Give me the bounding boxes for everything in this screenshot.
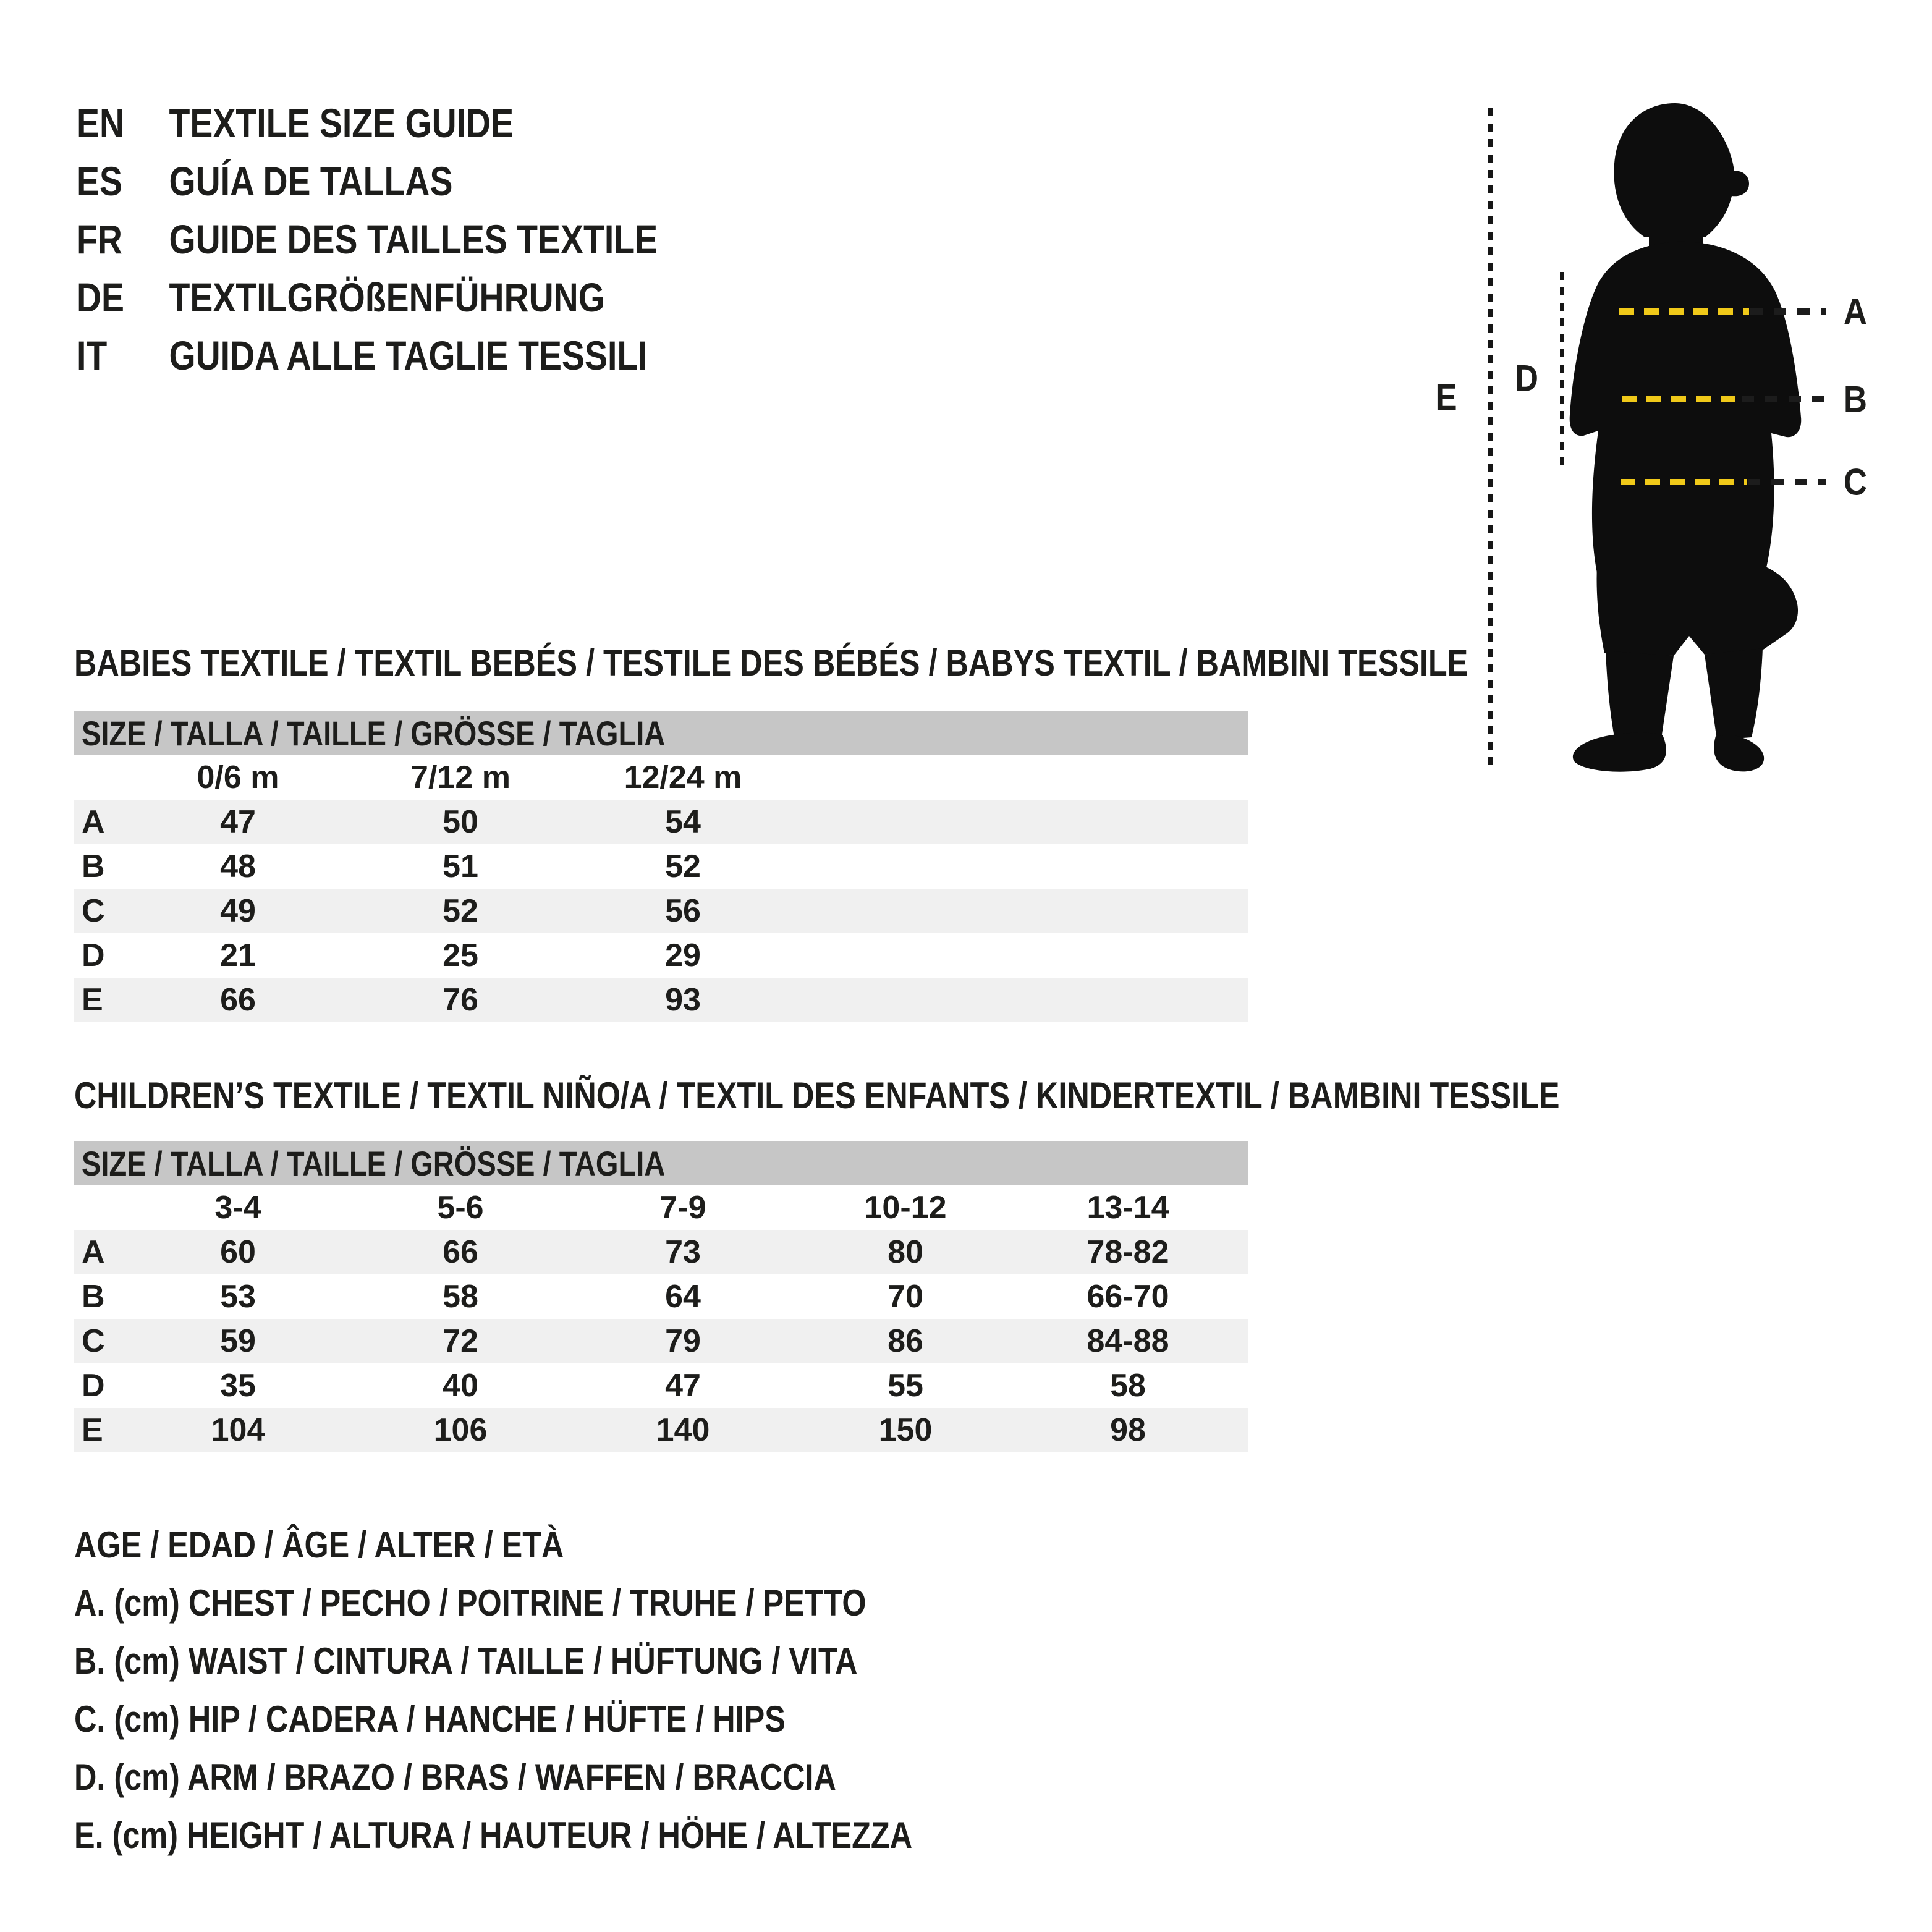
silhouette-head [1614, 103, 1749, 237]
size-value: 66 [443, 1234, 478, 1270]
size-value: 78-82 [1087, 1234, 1169, 1270]
children-table-row-d [74, 1363, 1248, 1408]
legend-line-chest [74, 1574, 1072, 1632]
children-column-header: 7-9 [659, 1190, 706, 1226]
children-table-row-c [74, 1319, 1248, 1363]
children-table-row-e [74, 1408, 1248, 1452]
babies-section-title [74, 642, 1734, 684]
size-value: 21 [220, 938, 256, 973]
size-value: 52 [443, 893, 478, 929]
language-row-de [77, 268, 658, 326]
size-value: 93 [665, 982, 701, 1018]
language-code: FR [77, 216, 122, 262]
legend-line-waist [74, 1632, 1072, 1690]
babies-column-header: 7/12 m [410, 760, 511, 795]
filler-cell [794, 755, 1248, 800]
size-value: 47 [220, 804, 256, 840]
size-value: 35 [220, 1368, 256, 1404]
empty-corner-cell [74, 755, 127, 800]
language-row-es [77, 152, 658, 210]
chest-line-dark-dashes [1750, 308, 1826, 315]
children-column-header: 5-6 [437, 1190, 484, 1226]
filler-cell [1239, 1408, 1248, 1452]
language-row-fr [77, 210, 658, 268]
filler-cell [794, 844, 1248, 889]
size-value: 56 [665, 893, 701, 929]
row-label: D [82, 1368, 105, 1404]
language-code: ES [77, 158, 122, 204]
size-value: 48 [220, 849, 256, 884]
hip-line-yellow-dashes [1621, 479, 1747, 485]
size-value: 76 [443, 982, 478, 1018]
children-column-header-row [74, 1185, 1248, 1230]
filler-cell [1239, 1363, 1248, 1408]
height-measure-label: E [1435, 376, 1457, 418]
legend-text: C. (cm) HIP / CADERA / HANCHE / HÜFTE / HIPS [74, 1698, 786, 1740]
row-label: C [82, 1323, 105, 1359]
size-value: 60 [220, 1234, 256, 1270]
babies-table-row-c [74, 889, 1248, 933]
legend-line-height [74, 1806, 1072, 1864]
language-code: DE [77, 274, 125, 320]
guide-title-es: GUÍA DE TALLAS [169, 158, 453, 204]
children-size-table [74, 1141, 1248, 1452]
guide-title-de: TEXTILGRÖßENFÜHRUNG [169, 274, 605, 320]
size-value: 98 [1110, 1412, 1146, 1448]
filler-cell [1239, 1319, 1248, 1363]
language-title-list [77, 94, 768, 384]
size-value: 73 [665, 1234, 701, 1270]
legend-line-age [74, 1515, 1072, 1574]
hip-measure-label: C [1843, 461, 1868, 503]
babies-size-header-bar [74, 711, 1248, 755]
size-value: 79 [665, 1323, 701, 1359]
language-code: IT [77, 333, 108, 378]
hip-line-dark-dashes [1748, 479, 1826, 485]
babies-size-header-text: SIZE / TALLA / TAILLE / GRÖSSE / TAGLIA [82, 713, 666, 753]
row-label: C [82, 893, 105, 929]
row-label: A [82, 804, 105, 840]
language-row-en [77, 94, 658, 152]
size-value: 58 [443, 1279, 478, 1315]
size-value: 50 [443, 804, 478, 840]
silhouette-right-foot [1714, 735, 1764, 771]
chest-measure-label: A [1843, 290, 1868, 333]
row-label: E [82, 1412, 103, 1448]
filler-cell [794, 889, 1248, 933]
filler-cell [1239, 1185, 1248, 1230]
size-value: 55 [888, 1368, 923, 1404]
size-value: 86 [888, 1323, 923, 1359]
size-value: 25 [443, 938, 478, 973]
babies-column-header-row [74, 755, 1248, 800]
babies-column-header: 0/6 m [197, 760, 279, 795]
children-table-row-b [74, 1274, 1248, 1319]
filler-cell [794, 933, 1248, 978]
size-value: 72 [443, 1323, 478, 1359]
language-code: EN [77, 100, 125, 146]
waist-line-yellow-dashes [1622, 396, 1740, 402]
row-label: A [82, 1234, 105, 1270]
babies-table-row-a [74, 800, 1248, 844]
children-table-row-a [74, 1230, 1248, 1274]
size-value: 40 [443, 1368, 478, 1404]
babies-size-table [74, 711, 1248, 1022]
guide-title-en: TEXTILE SIZE GUIDE [169, 100, 514, 146]
waist-measure-label: B [1843, 378, 1868, 420]
filler-cell [794, 800, 1248, 844]
row-label: B [82, 849, 105, 884]
size-value: 49 [220, 893, 256, 929]
children-column-header: 3-4 [214, 1190, 261, 1226]
legend-text: D. (cm) ARM / BRAZO / BRAS / WAFFEN / BRACCIA [74, 1756, 836, 1798]
waist-line-dark-dashes [1742, 396, 1826, 402]
size-value: 66-70 [1087, 1279, 1169, 1315]
size-value: 52 [665, 849, 701, 884]
children-size-header-bar [74, 1141, 1248, 1185]
filler-cell [794, 978, 1248, 1022]
legend-text: E. (cm) HEIGHT / ALTURA / HAUTEUR / HÖHE / ALTEZZA [74, 1814, 913, 1856]
size-value: 64 [665, 1279, 701, 1315]
size-value: 53 [220, 1279, 256, 1315]
size-value: 66 [220, 982, 256, 1018]
filler-cell [1239, 1274, 1248, 1319]
babies-table-row-b [74, 844, 1248, 889]
size-value: 84-88 [1087, 1323, 1169, 1359]
babies-table-row-d [74, 933, 1248, 978]
row-label: B [82, 1279, 105, 1315]
legend-line-hip [74, 1690, 1072, 1748]
size-value: 80 [888, 1234, 923, 1270]
children-column-header: 13-14 [1087, 1190, 1169, 1226]
babies-section-title-text: BABIES TEXTILE / TEXTIL BEBÉS / TESTILE DES BÉBÉS / BABYS TEXTIL / BAMBINI TESSILE [74, 642, 1468, 684]
size-value: 54 [665, 804, 701, 840]
babies-column-header: 12/24 m [624, 760, 742, 795]
legend-text: A. (cm) CHEST / PECHO / POITRINE / TRUHE / PETTO [74, 1582, 866, 1624]
size-value: 59 [220, 1323, 256, 1359]
filler-cell [1239, 1230, 1248, 1274]
legend-text: B. (cm) WAIST / CINTURA / TAILLE / HÜFTUNG / VITA [74, 1640, 858, 1682]
row-label: E [82, 982, 103, 1018]
children-section-title [74, 1074, 1842, 1117]
size-value: 70 [888, 1279, 923, 1315]
babies-table-row-e [74, 978, 1248, 1022]
children-size-header-text: SIZE / TALLA / TAILLE / GRÖSSE / TAGLIA [82, 1143, 666, 1183]
size-value: 104 [211, 1412, 265, 1448]
children-column-header: 10-12 [864, 1190, 947, 1226]
size-value: 29 [665, 938, 701, 973]
empty-corner-cell [74, 1185, 127, 1230]
legend-text: AGE / EDAD / ÂGE / ALTER / ETÀ [74, 1523, 564, 1566]
chest-line-yellow-dashes [1619, 308, 1749, 315]
silhouette-torso [1570, 242, 1802, 573]
size-value: 58 [1110, 1368, 1146, 1404]
children-section-title-text: CHILDREN’S TEXTILE / TEXTIL NIÑO/A / TEXTIL DES ENFANTS / KINDERTEXTIL / BAMBINI TESSILE [74, 1075, 1560, 1116]
measurement-diagram [1421, 96, 1922, 794]
row-label: D [82, 938, 105, 973]
size-value: 106 [433, 1412, 488, 1448]
silhouette-left-foot [1573, 733, 1666, 772]
size-value: 140 [656, 1412, 710, 1448]
guide-title-it: GUIDA ALLE TAGLIE TESSILI [169, 333, 648, 378]
legend-line-arm [74, 1748, 1072, 1806]
size-value: 47 [665, 1368, 701, 1404]
size-value: 150 [878, 1412, 933, 1448]
size-value: 51 [443, 849, 478, 884]
guide-title-fr: GUIDE DES TAILLES TEXTILE [169, 216, 658, 262]
arm-measure-label: D [1514, 357, 1539, 399]
language-row-it [77, 326, 658, 384]
measurement-legend [74, 1515, 1072, 1864]
